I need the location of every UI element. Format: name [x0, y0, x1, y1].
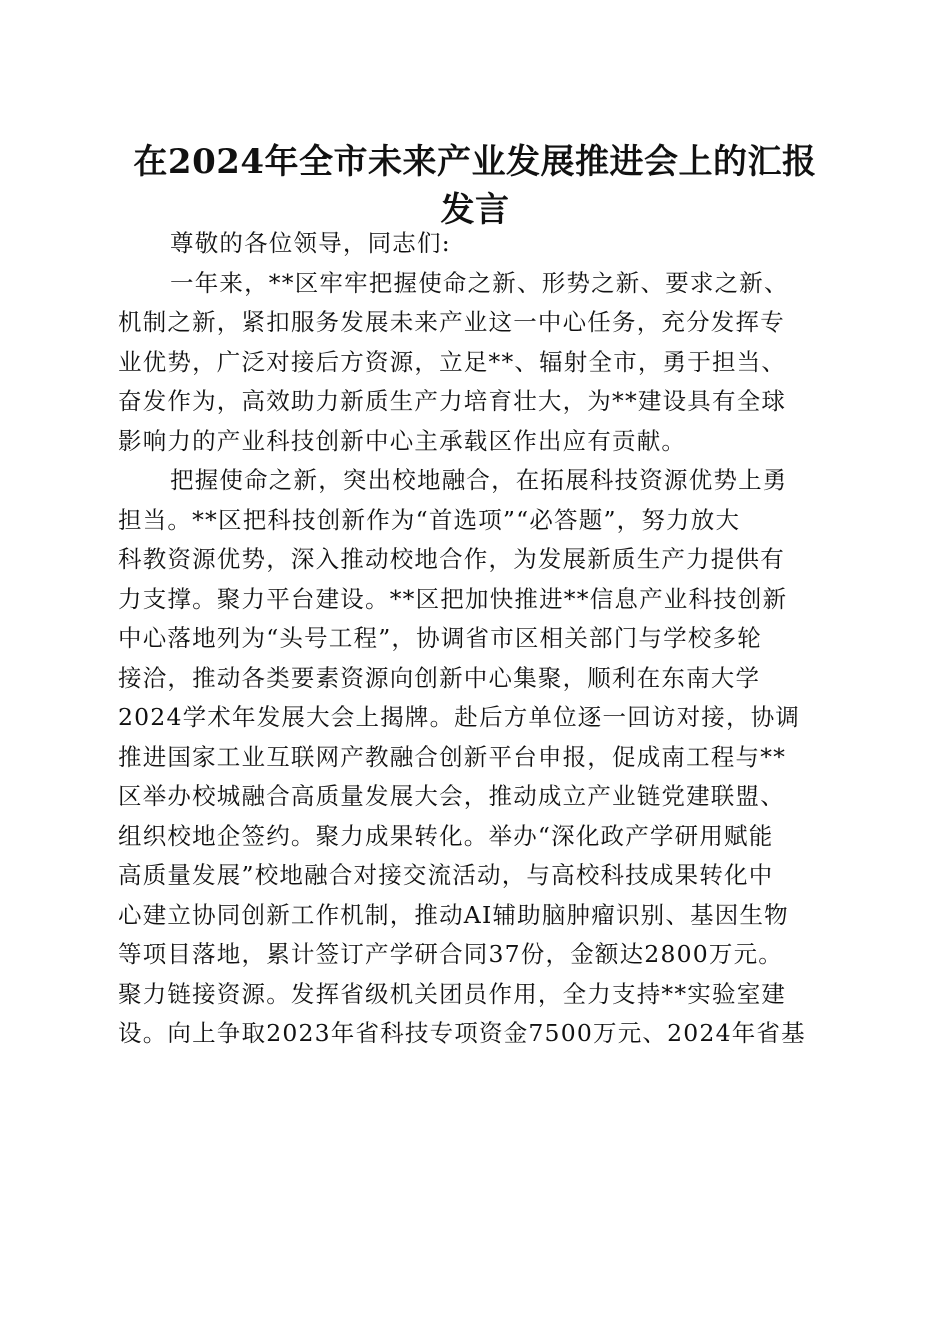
salutation: 尊敬的各位领导，同志们:	[170, 229, 451, 257]
paragraph-line: 高质量发展”校地融合对接交流活动，与高校科技成果转化中	[118, 861, 774, 889]
title-line-2: 发言	[440, 190, 510, 230]
paragraph-line: 业优势，广泛对接后方资源，立足**、辐射全市，勇于担当、	[118, 347, 787, 376]
paragraph-line: 科教资源优势，深入推动校地合作，为发展新质生产力提供有	[118, 545, 785, 573]
paragraph-line: 接洽，推动各类要素资源向创新中心集聚，顺利在东南大学	[118, 663, 761, 692]
document-title	[118, 138, 832, 234]
document-body	[118, 224, 832, 1054]
paragraph-line: 推进国家工业互联网产教融合创新平台申报，促成南工程与**	[118, 742, 787, 771]
paragraph-line: 奋发作为，高效助力新质生产力培育壮大，为**建设具有全球	[118, 387, 787, 415]
paragraph-line: 机制之新，紧扣服务发展未来产业这一中心任务，充分发挥专	[118, 308, 785, 336]
paragraph-line: 设。向上争取2023年省科技专项资金7500万元、2024年省基	[118, 1019, 806, 1047]
paragraph-line: 区举办校城融合高质量发展大会，推动成立产业链党建联盟、	[118, 782, 785, 810]
paragraph-line: 把握使命之新，突出校地融合，在拓展科技资源优势上勇	[170, 466, 788, 494]
paragraph-line: 组织校地企签约。聚力成果转化。举办“深化政产学研用赋能	[118, 821, 774, 850]
paragraph-line: 等项目落地，累计签订产学研合同37份，金额达2800万元。	[118, 940, 784, 968]
paragraph-line: 中心落地列为“头号工程”，协调省市区相关部门与学校多轮	[118, 624, 762, 652]
paragraph-line: 聚力链接资源。发挥省级机关团员作用，全力支持**实验室建	[118, 979, 787, 1008]
paragraph-line: 心建立协同创新工作机制，推动AI辅助脑肿瘤识别、基因生物	[118, 900, 789, 929]
paragraph-line: 一年来，**区牢牢把握使命之新、形势之新、要求之新、	[170, 268, 789, 297]
title-line-1: 在2024年全市未来产业发展推进会上的汇报	[133, 142, 817, 182]
paragraph-line: 担当。**区把科技创新作为“首选项”“必答题”，努力放大	[118, 505, 741, 534]
paragraph-line: 影响力的产业科技创新中心主承载区作出应有贡献。	[118, 426, 687, 455]
paragraph-line: 2024学术年发展大会上揭牌。赴后方单位逐一回访对接，协调	[118, 703, 801, 731]
paragraph-line: 力支撑。聚力平台建设。**区把加快推进**信息产业科技创新	[118, 584, 788, 613]
